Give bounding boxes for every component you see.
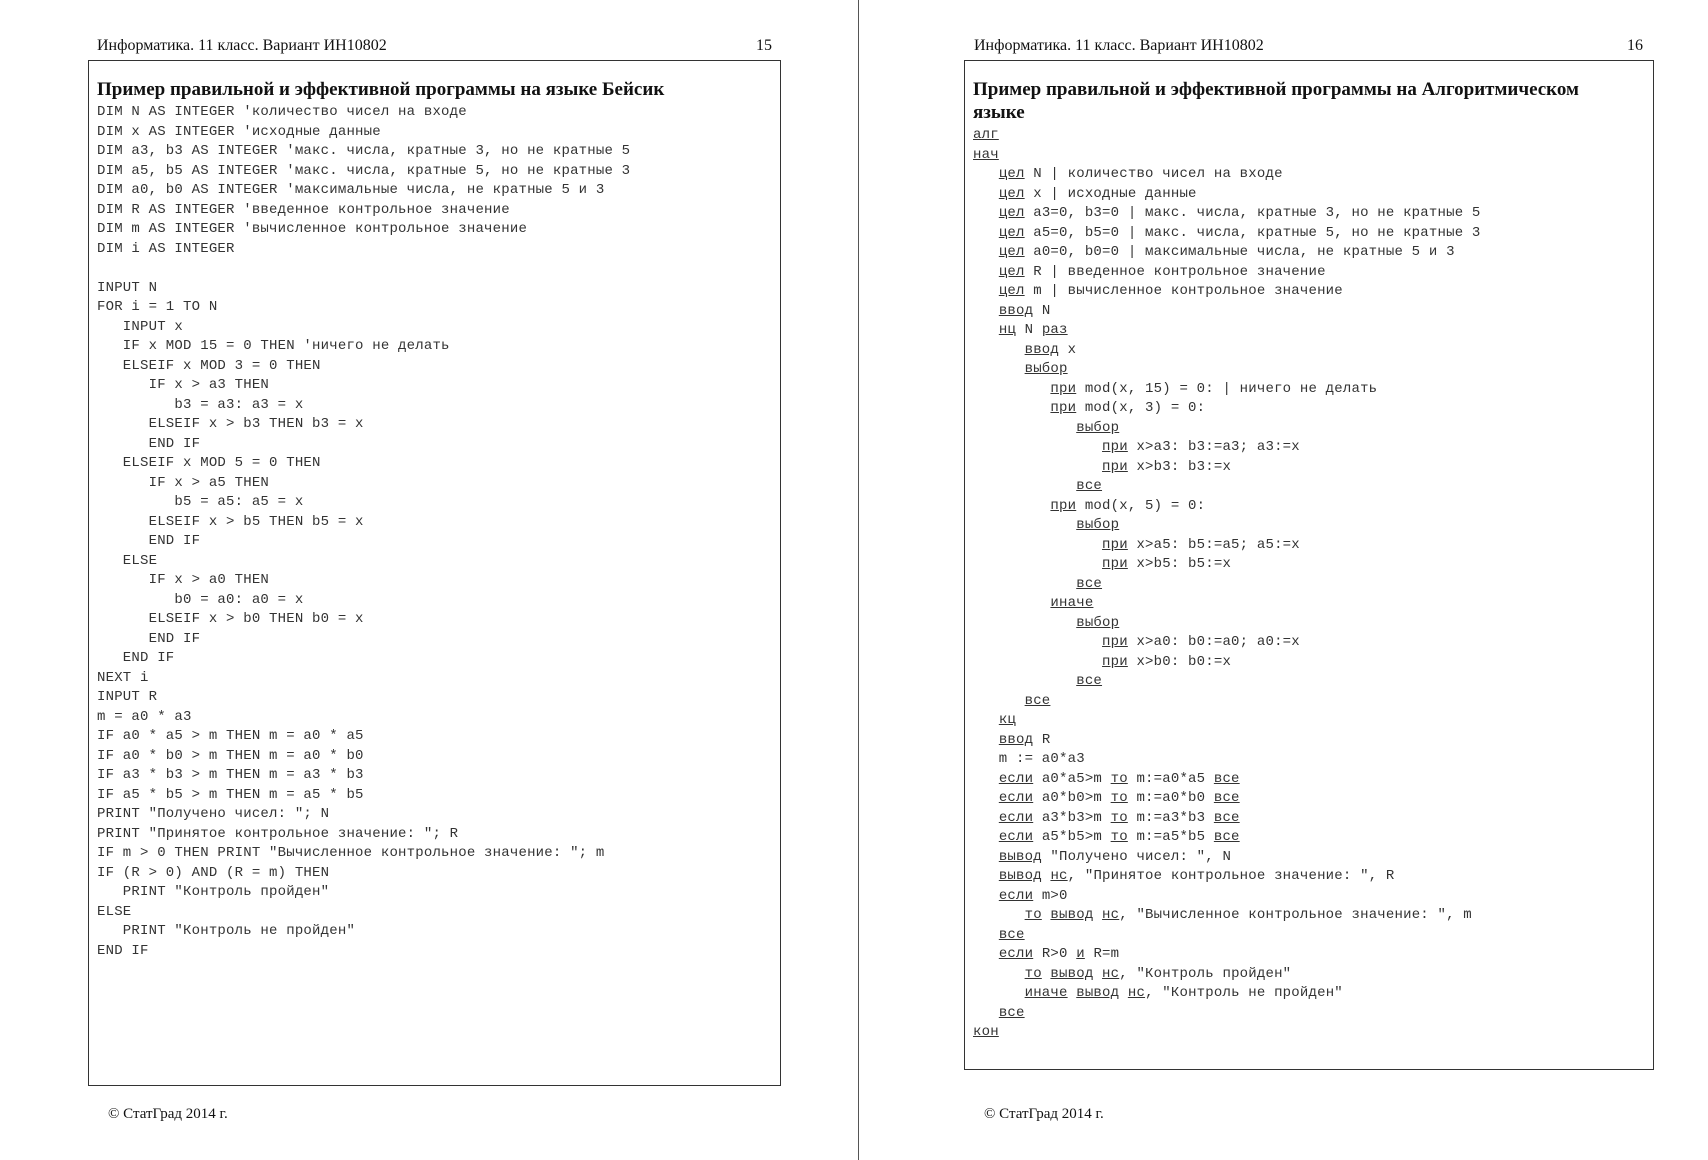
code-text <box>973 693 1025 709</box>
code-line <box>973 926 1653 946</box>
code-line <box>973 282 1653 302</box>
keyword: ввод <box>1024 341 1060 358</box>
code-text: a0*b0>m <box>1033 790 1111 806</box>
keyword: то <box>1110 790 1128 806</box>
code-line: INPUT x <box>97 318 184 335</box>
code-text: R | введенное контрольное значение <box>1024 263 1326 280</box>
page-16 <box>860 0 1708 1160</box>
code-text <box>973 771 999 787</box>
keyword: при <box>1050 400 1077 416</box>
code-line: IF m > 0 THEN PRINT "Вычисленное контрольное значение: "; m <box>97 845 605 861</box>
code-text: a0=0, b0=0 | максимальные числа, не кратные 5 и 3 <box>1024 244 1455 260</box>
code-line: ELSE <box>97 903 132 920</box>
code-text: x>a5: b5:=a5; a5:=x <box>1127 536 1300 553</box>
keyword: все <box>998 1004 1025 1021</box>
code-line: END IF <box>97 435 201 452</box>
code-text <box>973 225 999 241</box>
code-text <box>1119 985 1128 1001</box>
keyword: цел <box>998 224 1025 241</box>
code-text: x <box>1059 341 1077 358</box>
code-line <box>973 614 1653 634</box>
code-line <box>973 185 1653 205</box>
code-line: PRINT "Принятое контрольное значение: "; R <box>97 825 459 842</box>
code-line: DIM a5, b5 AS INTEGER 'макс. числа, кратные 5, но не кратные 3 <box>97 162 631 179</box>
code-line: END IF <box>97 630 201 647</box>
keyword: все <box>1024 692 1051 709</box>
keyword: и <box>1076 946 1085 962</box>
code-line: ELSEIF x > b0 THEN b0 = x <box>97 611 364 627</box>
code-text <box>973 849 999 865</box>
page-divider <box>858 0 859 1160</box>
code-line <box>973 536 1653 556</box>
keyword: нс <box>1050 868 1068 884</box>
code-text: m | вычисленное контрольное значение <box>1024 283 1343 299</box>
code-text <box>973 478 1076 494</box>
keyword: при <box>1102 653 1128 670</box>
code-text: R>0 <box>1033 946 1077 962</box>
keyword: то <box>1024 907 1042 923</box>
keyword: если <box>998 790 1034 806</box>
code-text <box>973 381 1050 397</box>
keyword: нс <box>1127 985 1146 1001</box>
code-line <box>973 711 1653 731</box>
keyword: при <box>1102 536 1128 553</box>
keyword: если <box>998 770 1034 787</box>
keyword: алг <box>973 127 999 143</box>
page-header: Информатика. 11 класс. Вариант ИН10802 <box>97 37 387 54</box>
code-line <box>973 653 1653 673</box>
code-text: mod(x, 3) = 0: <box>1076 400 1206 416</box>
keyword: цел <box>998 283 1025 299</box>
code-text <box>973 654 1102 670</box>
program-title: Пример правильной и эффективной программы на Алгоритмическом языке <box>973 79 1579 123</box>
keyword: выбор <box>1024 361 1068 377</box>
code-text <box>973 790 999 806</box>
keyword: цел <box>998 166 1025 182</box>
code-text <box>1093 966 1102 982</box>
keyword: при <box>1102 458 1128 475</box>
code-line: IF x > a3 THEN <box>97 377 270 393</box>
code-text: m := a0*a3 <box>973 751 1085 767</box>
keyword: все <box>1076 478 1103 494</box>
code-line <box>973 887 1653 907</box>
code-text <box>973 498 1050 514</box>
keyword: цел <box>998 205 1025 221</box>
code-line <box>973 341 1653 361</box>
keyword: кон <box>973 1024 999 1040</box>
keyword: при <box>1102 634 1128 650</box>
code-line <box>973 809 1653 829</box>
code-line <box>973 360 1653 380</box>
keyword: если <box>998 809 1034 826</box>
code-text <box>973 868 999 884</box>
code-text: , "Контроль пройден" <box>1119 965 1292 982</box>
code-line: b5 = a5: a5 = x <box>97 494 304 510</box>
code-line: DIM x AS INTEGER 'исходные данные <box>97 123 381 140</box>
code-line: m = a0 * a3 <box>97 708 192 725</box>
code-text <box>973 244 999 260</box>
code-text: a3*b3>m <box>1033 809 1111 826</box>
keyword: если <box>998 887 1034 904</box>
page-number: 16 <box>1627 37 1643 54</box>
code-line <box>973 1004 1653 1024</box>
code-line <box>973 243 1653 263</box>
code-text: "Получено чисел: ", N <box>1041 848 1232 865</box>
code-text: a0*a5>m <box>1033 770 1111 787</box>
code-line: IF a5 * b5 > m THEN m = a5 * b5 <box>97 786 364 803</box>
code-text <box>973 283 999 299</box>
code-line <box>973 477 1653 497</box>
code-line: INPUT R <box>97 689 158 705</box>
code-line: ELSEIF x > b3 THEN b3 = x <box>97 416 364 432</box>
code-text <box>973 517 1076 533</box>
page-header: Информатика. 11 класс. Вариант ИН10802 <box>974 37 1264 54</box>
code-text: mod(x, 5) = 0: <box>1076 497 1206 514</box>
code-line <box>973 594 1653 614</box>
code-text <box>973 166 999 182</box>
code-text: , "Контроль не пройден" <box>1145 985 1343 1001</box>
keyword: то <box>1110 809 1128 826</box>
code-text: m:=a0*a5 <box>1127 770 1214 787</box>
code-line <box>973 750 1653 770</box>
code-line <box>973 302 1653 322</box>
keyword: вывод <box>1050 965 1094 982</box>
code-text <box>973 985 1025 1001</box>
keyword: то <box>1110 770 1128 787</box>
keyword: при <box>1050 380 1077 397</box>
code-text <box>973 342 1025 358</box>
code-text: m>0 <box>1033 887 1068 904</box>
keyword: при <box>1102 556 1128 572</box>
code-line <box>973 165 1653 185</box>
keyword: цел <box>998 185 1025 202</box>
keyword: иначе <box>1024 985 1068 1001</box>
code-text <box>973 537 1102 553</box>
keyword: если <box>998 829 1034 845</box>
code-text: a5=0, b5=0 | макс. числа, кратные 5, но не кратные 3 <box>1024 224 1481 241</box>
code-line <box>973 146 1653 166</box>
keyword: все <box>1213 790 1240 806</box>
keyword: вывод <box>1050 907 1094 923</box>
keyword: вывод <box>998 848 1042 865</box>
keyword: все <box>998 926 1025 943</box>
code-line <box>973 731 1653 751</box>
keyword: нс <box>1102 907 1120 923</box>
code-text <box>973 712 999 728</box>
keyword: все <box>1213 809 1240 826</box>
code-line: DIM a3, b3 AS INTEGER 'макс. числа, кратные 3, но не кратные 5 <box>97 143 631 159</box>
code-text <box>973 576 1076 592</box>
keyword: ввод <box>998 302 1034 319</box>
keyword: выбор <box>1076 614 1120 631</box>
keyword: нц <box>998 322 1017 338</box>
code-line: IF a3 * b3 > m THEN m = a3 * b3 <box>97 767 364 783</box>
code-text <box>973 186 999 202</box>
keyword: все <box>1213 829 1240 845</box>
code-line <box>973 633 1653 653</box>
code-line: ELSEIF x MOD 5 = 0 THEN <box>97 455 321 471</box>
code-line <box>973 867 1653 887</box>
code-text: N <box>1033 302 1051 319</box>
keyword: цел <box>998 263 1025 280</box>
code-text <box>973 264 999 280</box>
program-box <box>88 60 781 1086</box>
code-line <box>973 224 1653 244</box>
code-line <box>973 516 1653 536</box>
code-text <box>973 732 999 748</box>
code-text <box>973 946 999 962</box>
code-line <box>973 1023 1653 1043</box>
code-text: R <box>1033 731 1051 748</box>
keyword: нс <box>1102 965 1120 982</box>
code-text: x>b0: b0:=x <box>1127 653 1232 670</box>
code-line <box>973 945 1653 965</box>
code-line: DIM a0, b0 AS INTEGER 'максимальные числа, не кратные 5 и 3 <box>97 182 605 198</box>
code-line <box>973 263 1653 283</box>
code-text <box>973 966 1025 982</box>
code-line: PRINT "Контроль пройден" <box>97 884 330 900</box>
code-text: m:=a3*b3 <box>1127 809 1214 826</box>
code-line: IF a0 * b0 > m THEN m = a0 * b0 <box>97 747 364 764</box>
keyword: при <box>1102 439 1128 455</box>
page-footer: © СтатГрад 2014 г. <box>984 1106 1104 1122</box>
keyword: цел <box>998 244 1025 260</box>
code-text: , "Вычисленное контрольное значение: ", m <box>1119 907 1472 923</box>
code-text <box>973 595 1050 611</box>
keyword: все <box>1213 770 1240 787</box>
code-text <box>973 556 1102 572</box>
code-line <box>973 438 1653 458</box>
code-line: NEXT i <box>97 669 149 686</box>
code-text: a5*b5>m <box>1033 829 1111 845</box>
code-text <box>973 888 999 904</box>
code-text <box>973 459 1102 475</box>
code-text <box>973 400 1050 416</box>
code-text: mod(x, 15) = 0: | ничего не делать <box>1076 380 1378 397</box>
code-line <box>973 555 1653 575</box>
code-line <box>973 575 1653 595</box>
code-text: x>b3: b3:=x <box>1127 458 1232 475</box>
code-line: DIM R AS INTEGER 'введенное контрольное значение <box>97 201 510 218</box>
keyword: иначе <box>1050 595 1094 611</box>
code-line <box>973 321 1653 341</box>
code-line <box>973 380 1653 400</box>
code-text <box>973 205 999 221</box>
page-footer: © СтатГрад 2014 г. <box>108 1106 228 1122</box>
code-text <box>973 634 1102 650</box>
code-line: ELSEIF x > b5 THEN b5 = x <box>97 513 364 530</box>
code-line <box>973 419 1653 439</box>
code-text <box>973 322 999 338</box>
code-text <box>973 615 1076 631</box>
code-line <box>973 965 1653 985</box>
code-text: , "Принятое контрольное значение: ", R <box>1067 868 1395 884</box>
program-title: Пример правильной и эффективной программы на языке Бейсик <box>97 79 665 100</box>
code-text: x>a3: b3:=a3; a3:=x <box>1127 439 1300 455</box>
code-line: b3 = a3: a3 = x <box>97 396 304 413</box>
code-text <box>973 829 999 845</box>
code-text <box>973 810 999 826</box>
code-line: IF x > a5 THEN <box>97 474 270 491</box>
code-line <box>973 906 1653 926</box>
code-line: IF (R > 0) AND (R = m) THEN <box>97 864 330 881</box>
code-text: x>b5: b5:=x <box>1127 556 1232 572</box>
code-line: DIM i AS INTEGER <box>97 240 235 257</box>
code-line: PRINT "Получено чисел: "; N <box>97 806 330 822</box>
page-number: 15 <box>756 37 772 54</box>
code-text <box>1093 907 1102 923</box>
code-line <box>973 770 1653 790</box>
keyword: выбор <box>1076 517 1120 533</box>
code-line <box>973 126 1653 146</box>
code-line <box>973 497 1653 517</box>
code-text: R=m <box>1084 946 1120 962</box>
code-line: DIM m AS INTEGER 'вычисленное контрольное значение <box>97 221 528 237</box>
code-line: END IF <box>97 942 149 959</box>
code-text <box>973 673 1076 689</box>
code-text <box>973 361 1025 377</box>
code-text <box>973 439 1102 455</box>
code-line: END IF <box>97 533 201 549</box>
code-text: m:=a5*b5 <box>1127 829 1214 845</box>
code-line <box>973 789 1653 809</box>
keyword: вывод <box>998 868 1042 884</box>
code-line <box>973 672 1653 692</box>
keyword: все <box>1076 673 1103 689</box>
keyword: нач <box>973 146 999 163</box>
code-line: END IF <box>97 650 175 666</box>
keyword: ввод <box>998 731 1034 748</box>
code-line: IF a0 * a5 > m THEN m = a0 * a5 <box>97 728 364 744</box>
code-text: N | количество чисел на входе <box>1024 166 1283 182</box>
keyword: выбор <box>1076 419 1120 436</box>
keyword: если <box>998 946 1034 962</box>
code-text: N <box>1016 322 1042 338</box>
program-box <box>964 60 1654 1070</box>
code-text <box>973 420 1076 436</box>
code-line: b0 = a0: a0 = x <box>97 591 304 608</box>
code-text <box>973 303 999 319</box>
algorithmic-code <box>973 126 1653 1043</box>
code-line: IF x > a0 THEN <box>97 572 270 588</box>
keyword: то <box>1024 965 1042 982</box>
keyword: вывод <box>1076 985 1120 1001</box>
keyword: все <box>1076 575 1103 592</box>
code-text: x | исходные данные <box>1024 185 1197 202</box>
code-text: a3=0, b3=0 | макс. числа, кратные 3, но не кратные 5 <box>1024 205 1481 221</box>
code-line <box>973 692 1653 712</box>
code-line <box>973 828 1653 848</box>
code-line: FOR i = 1 TO N <box>97 299 218 315</box>
code-text: x>a0: b0:=a0; a0:=x <box>1127 634 1300 650</box>
code-line <box>973 458 1653 478</box>
basic-code <box>97 103 780 961</box>
code-line: ELSEIF x MOD 3 = 0 THEN <box>97 357 321 374</box>
code-text <box>973 907 1025 923</box>
keyword: при <box>1050 497 1077 514</box>
code-text: m:=a0*b0 <box>1127 790 1214 806</box>
code-text <box>973 927 999 943</box>
code-line: ELSE <box>97 552 158 569</box>
code-text <box>973 1005 999 1021</box>
code-line <box>97 259 780 279</box>
code-line <box>973 984 1653 1004</box>
code-line: INPUT N <box>97 279 158 296</box>
keyword: то <box>1110 829 1128 845</box>
keyword: кц <box>998 712 1017 728</box>
code-line: DIM N AS INTEGER 'количество чисел на входе <box>97 104 467 120</box>
keyword: раз <box>1041 322 1068 338</box>
code-line: PRINT "Контроль не пройден" <box>97 923 356 939</box>
code-line <box>973 204 1653 224</box>
code-text <box>1068 985 1077 1001</box>
code-line: IF x MOD 15 = 0 THEN 'ничего не делать <box>97 338 450 354</box>
code-line <box>973 848 1653 868</box>
code-line <box>973 399 1653 419</box>
